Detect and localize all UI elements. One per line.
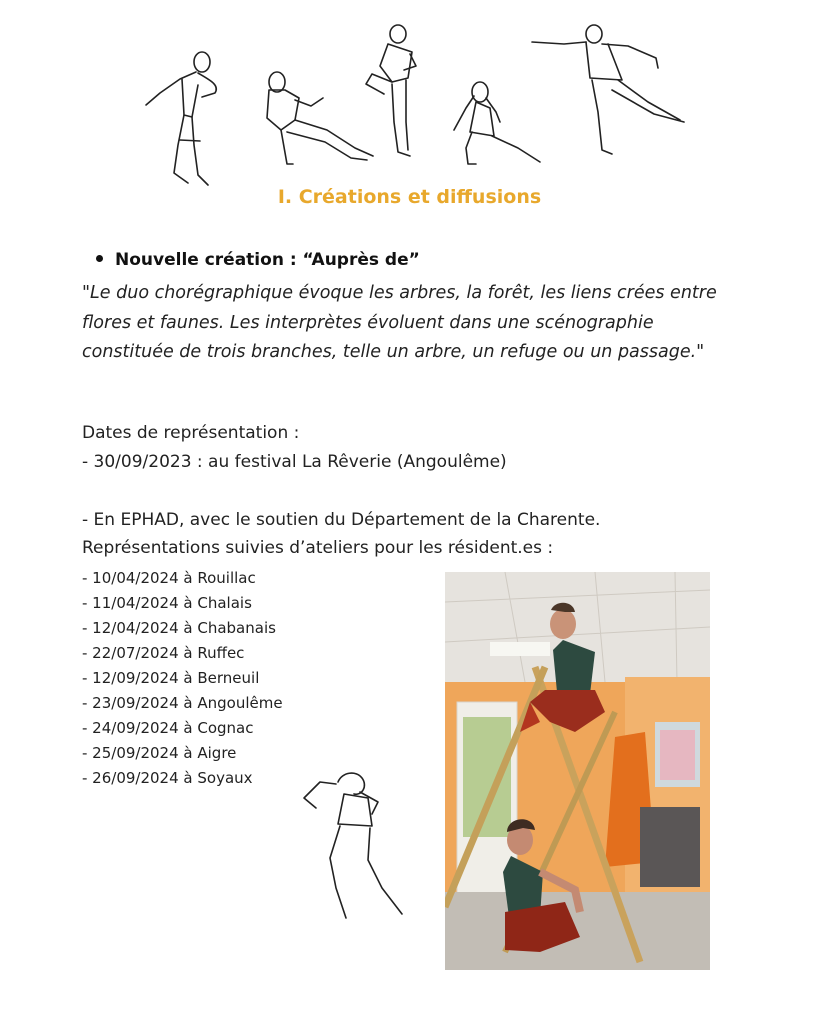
dancer-sketch-6 — [298, 768, 413, 928]
festival-date: - 30/09/2023 : au festival La Rêverie (Angoulême) — [82, 452, 507, 472]
list-item: - 12/04/2024 à Chabanais — [82, 619, 276, 637]
list-item: - 12/09/2024 à Berneuil — [82, 669, 260, 687]
dancer-sketch-3 — [358, 22, 428, 162]
creation-quote: "Le duo chorégraphique évoque les arbres, la forêt, les liens crées entre flores et faunes. Les interprètes évoluent dans une scénographie constituée de trois branches, telle un arbre, un refuge ou un passage." — [82, 283, 717, 362]
dancer-sketch-5 — [528, 22, 688, 162]
performance-photo — [445, 572, 710, 970]
workshops-line: Représentations suivies d’ateliers pour les résident.es : — [82, 538, 554, 558]
dates-heading: Dates de représentation : — [82, 423, 300, 443]
section-title: I. Créations et diffusions — [277, 186, 542, 208]
list-item: - 23/09/2024 à Angoulême — [82, 694, 283, 712]
bullet-icon — [96, 255, 103, 262]
list-item: - 25/09/2024 à Aigre — [82, 744, 237, 762]
list-item: - 11/04/2024 à Chalais — [82, 594, 252, 612]
creation-title: Nouvelle création : “Auprès de” — [115, 250, 420, 270]
ephad-line: - En EPHAD, avec le soutien du Département de la Charente. — [82, 510, 601, 530]
list-item: - 24/09/2024 à Cognac — [82, 719, 254, 737]
dates-list — [82, 566, 283, 791]
list-item: - 22/07/2024 à Ruffec — [82, 644, 245, 662]
list-item: - 26/09/2024 à Soyaux — [82, 769, 253, 787]
dancer-sketch-1 — [140, 45, 230, 190]
list-item: - 10/04/2024 à Rouillac — [82, 569, 256, 587]
creation-bullet — [96, 250, 420, 270]
